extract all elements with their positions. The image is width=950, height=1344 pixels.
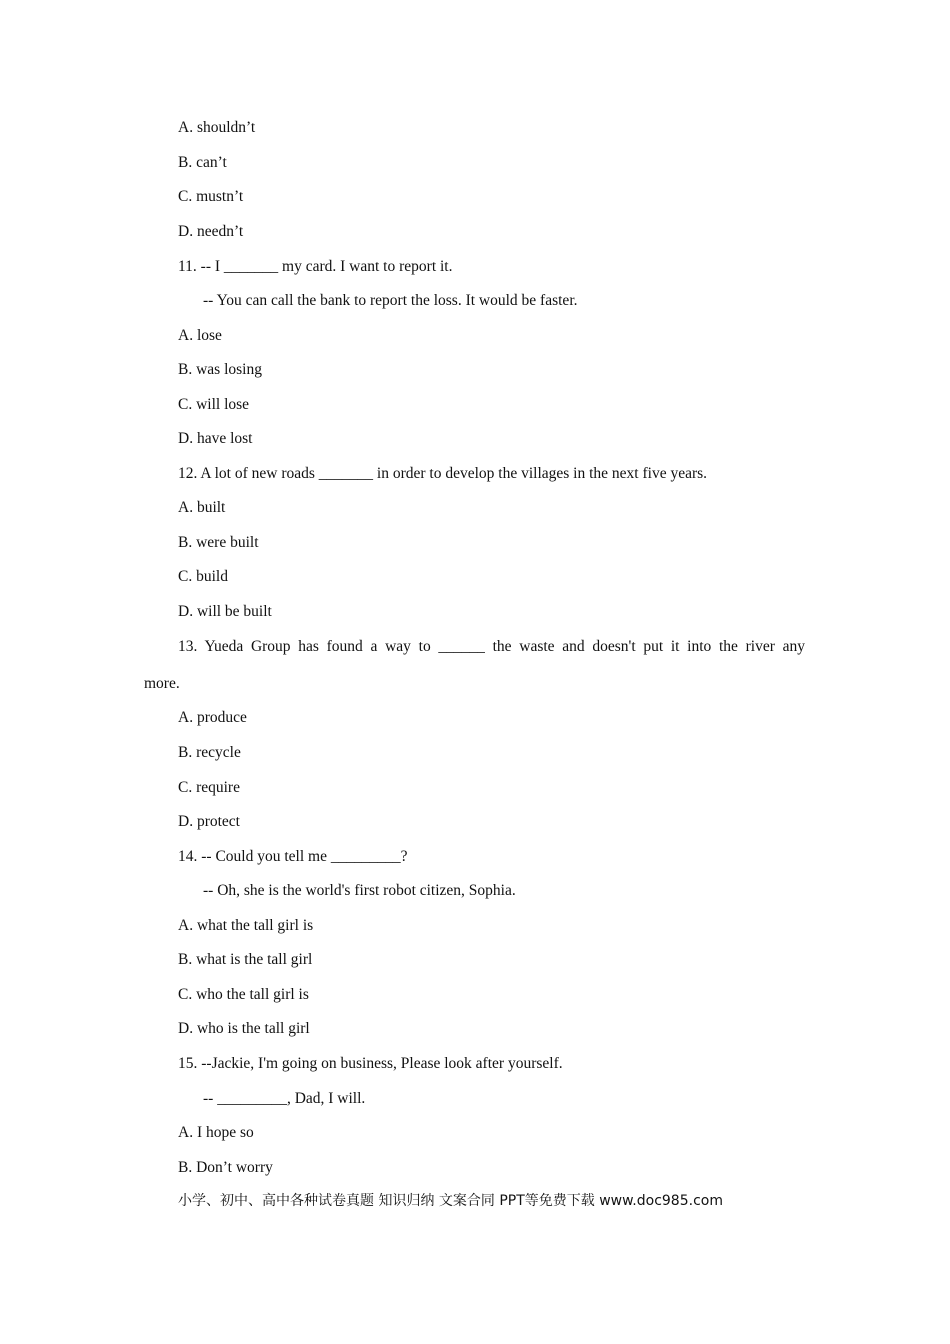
q11-option-c: C. will lose: [178, 396, 250, 413]
q13-option-b: B. recycle: [178, 744, 241, 761]
q11-stem: 11. -- I _______ my card. I want to report it.: [178, 258, 453, 275]
q13-stem-line2: more.: [144, 675, 180, 692]
q14-option-c: C. who the tall girl is: [178, 986, 309, 1003]
q14-reply: -- Oh, she is the world's first robot citizen, Sophia.: [203, 882, 516, 899]
q13-option-c: C. require: [178, 779, 240, 796]
q12-option-a: A. built: [178, 499, 226, 516]
q14-option-d: D. who is the tall girl: [178, 1020, 310, 1037]
q12-option-b: B. were built: [178, 534, 259, 551]
q10-option-d: D. needn’t: [178, 223, 244, 240]
q14-option-a: A. what the tall girl is: [178, 917, 314, 934]
q14-stem: 14. -- Could you tell me _________?: [178, 848, 408, 865]
q15-option-b: B. Don’t worry: [178, 1159, 273, 1176]
q13-stem-line1: 13. Yueda Group has found a way to ______ the waste and doesn't put it into the river any: [178, 638, 805, 655]
q12-option-c: C. build: [178, 568, 228, 585]
q11-option-d: D. have lost: [178, 430, 253, 447]
q15-stem: 15. --Jackie, I'm going on business, Please look after yourself.: [178, 1055, 563, 1072]
q10-option-b: B. can’t: [178, 154, 227, 171]
q11-option-b: B. was losing: [178, 361, 262, 378]
q12-option-d: D. will be built: [178, 603, 272, 620]
q15-reply: -- _________, Dad, I will.: [203, 1090, 366, 1107]
q10-option-c: C. mustn’t: [178, 188, 244, 205]
q13-option-d: D. protect: [178, 813, 240, 830]
q11-option-a: A. lose: [178, 327, 222, 344]
q15-option-a: A. I hope so: [178, 1124, 254, 1141]
q11-reply: -- You can call the bank to report the loss. It would be faster.: [203, 292, 578, 309]
q14-option-b: B. what is the tall girl: [178, 951, 313, 968]
q12-stem: 12. A lot of new roads _______ in order to develop the villages in the next five years.: [178, 465, 708, 482]
q13-option-a: A. produce: [178, 709, 247, 726]
footer-download-note: 小学、初中、高中各种试卷真题 知识归纳 文案合同 PPT等免费下载 www.doc985.com: [178, 1193, 723, 1209]
q10-option-a: A. shouldn’t: [178, 119, 256, 136]
